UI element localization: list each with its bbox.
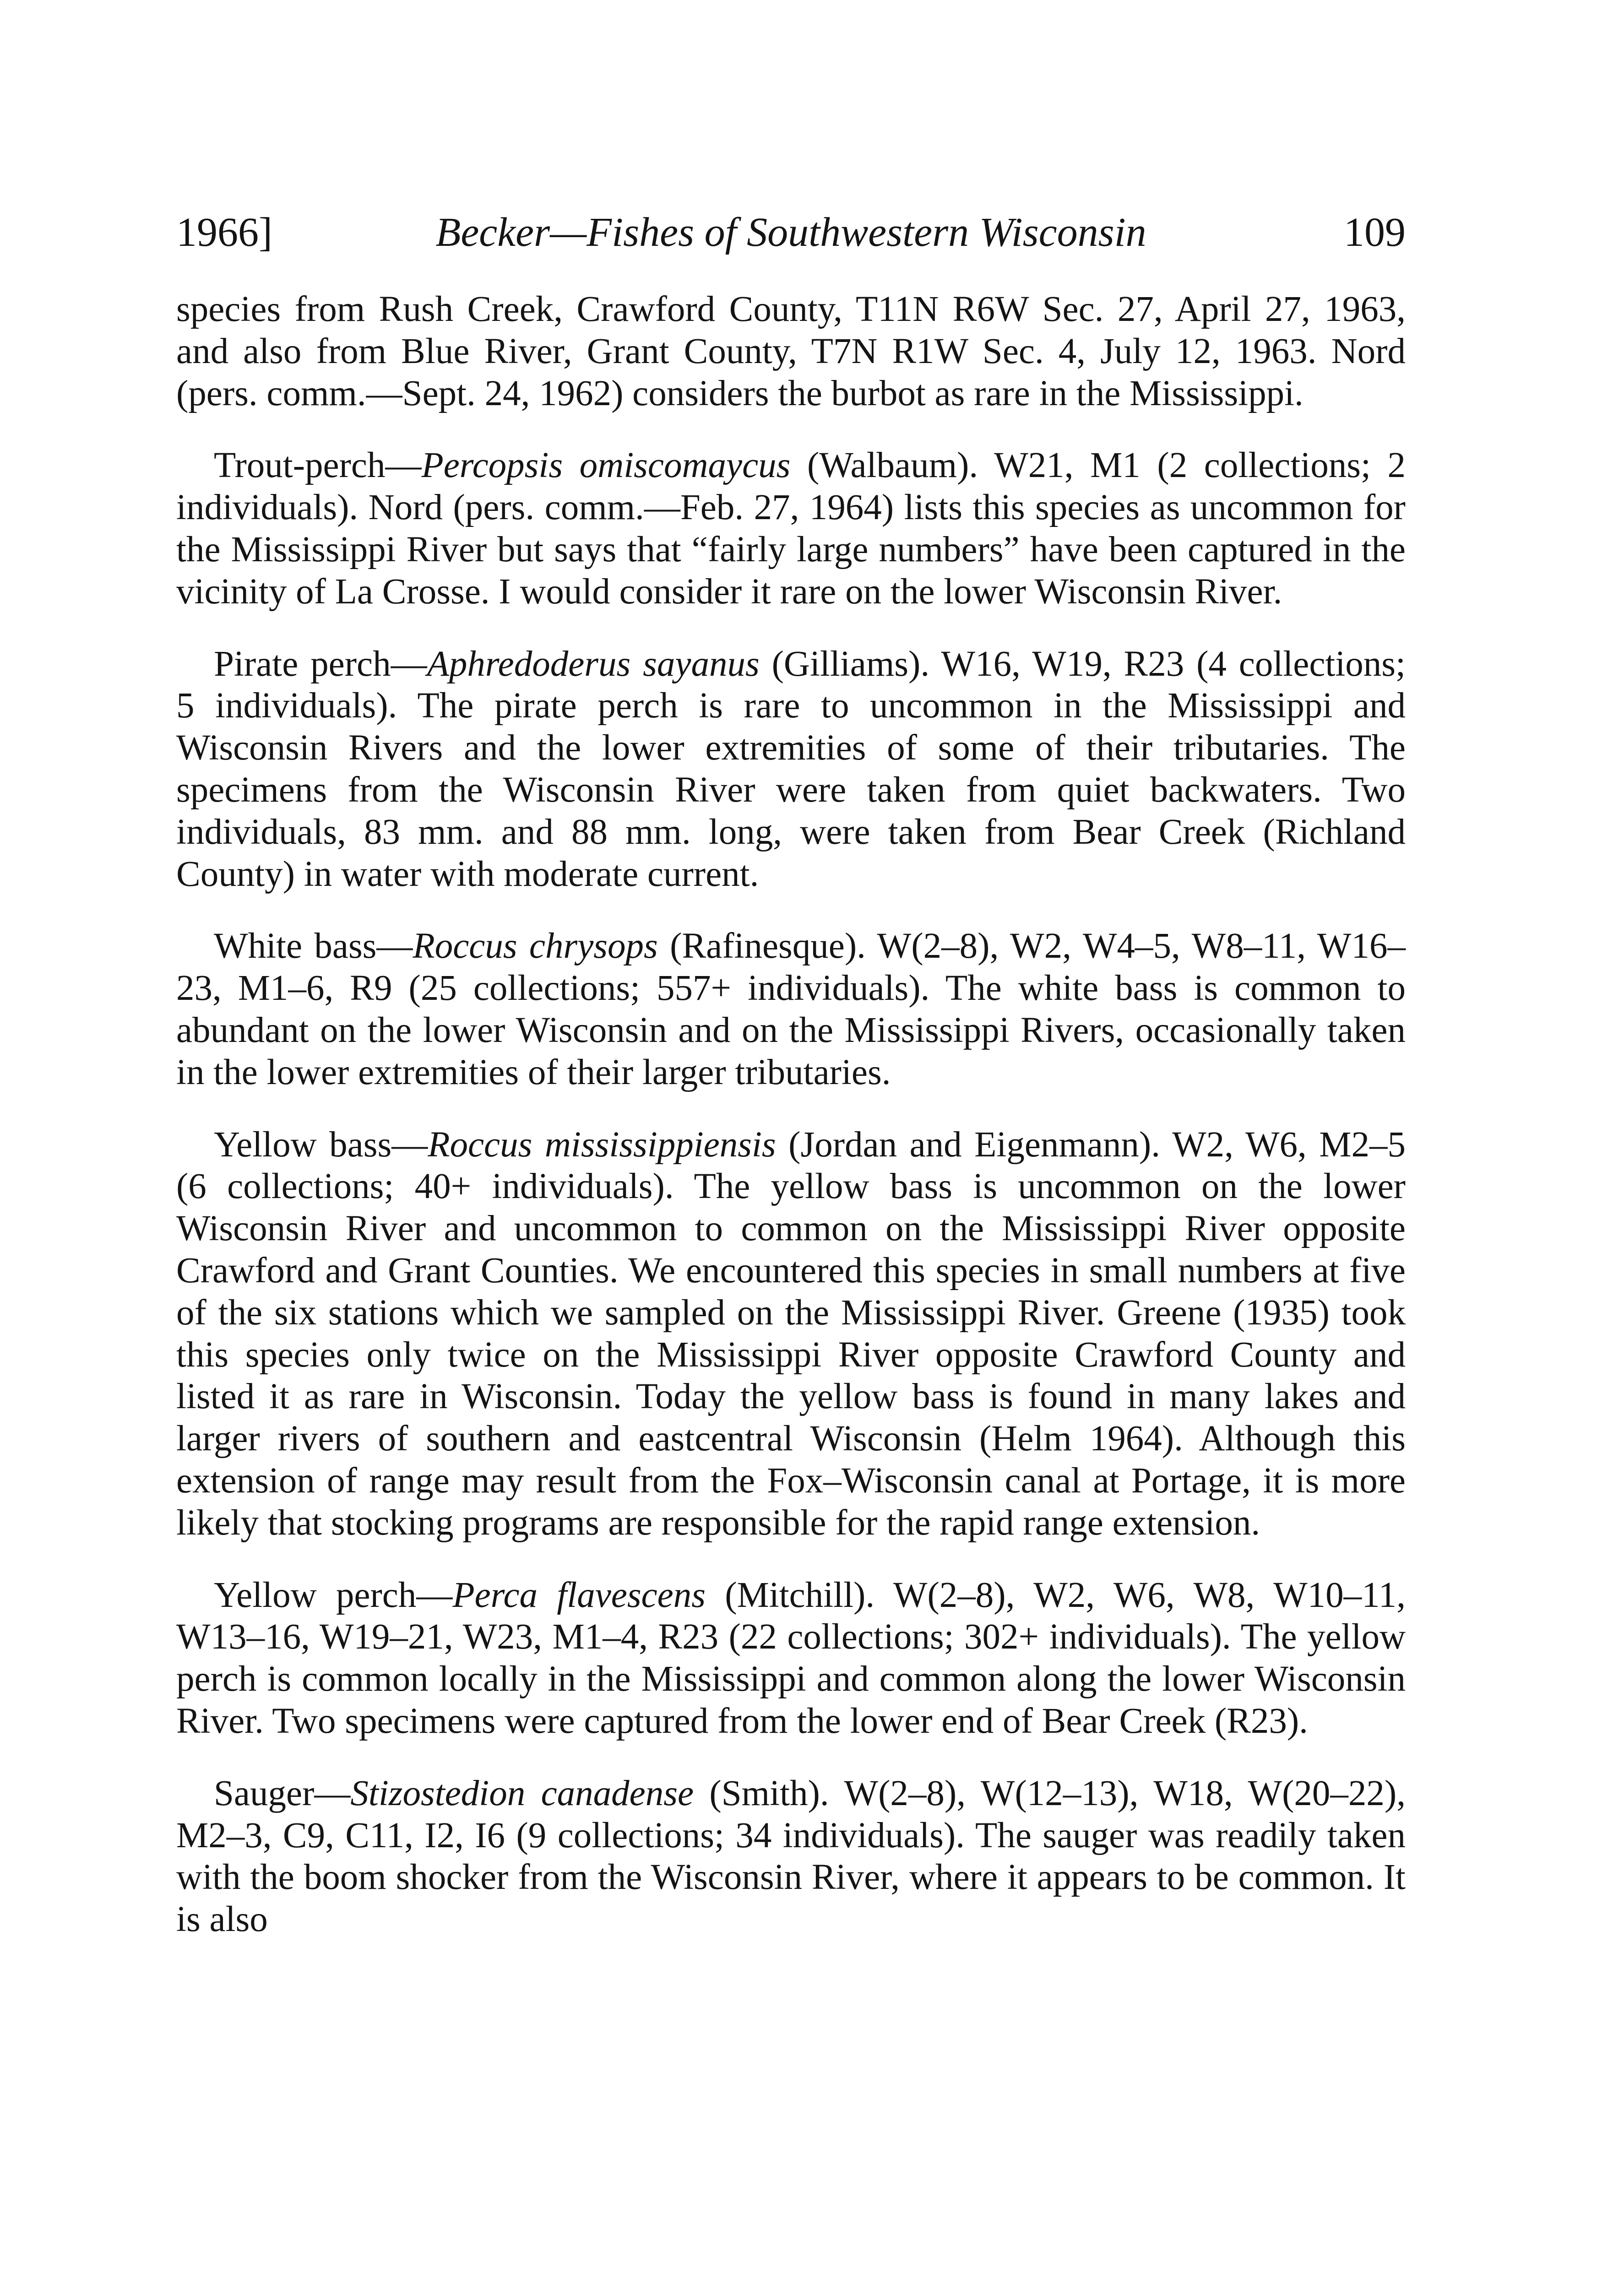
- paragraph-text: (Walbaum). W21, M1 (2 collections; 2 individuals). Nord (pers. comm.—Feb. 27, 1964) lists this species as uncommon for the Mississippi River but says that “fairly large numbers” have been captured in the vicinity of La Crosse. I would consider it rare on the lower Wisconsin River.: [176, 445, 1406, 612]
- paragraph-text: (Smith). W(2–8), W(12–13), W18, W(20–22), M2–3, C9, C11, I2, I6 (9 collections; 34 individuals). The sauger was readily taken with the boom shocker from the Wisconsin River, where it appears to be common. It is also: [176, 1773, 1406, 1940]
- common-name: White bass—: [214, 926, 413, 966]
- article-body: [176, 288, 1406, 1941]
- common-name: Trout-perch—: [214, 445, 422, 486]
- common-name: Sauger—: [214, 1773, 351, 1813]
- species-entry-sauger: [176, 1773, 1406, 1941]
- header-title: Becker—Fishes of Southwestern Wisconsin: [435, 210, 1146, 255]
- scientific-name: Roccus mississippiensis: [428, 1124, 776, 1165]
- species-entry-white-bass: [176, 925, 1406, 1093]
- running-header: [176, 205, 1406, 260]
- scientific-name: Roccus chrysops: [413, 926, 658, 966]
- common-name: Yellow perch—: [214, 1575, 453, 1615]
- scientific-name: Stizostedion canadense: [350, 1773, 694, 1813]
- paragraph-text: species from Rush Creek, Crawford County, T11N R6W Sec. 27, April 27, 1963, and also from Blue River, Grant County, T7N R1W Sec. 4, July 12, 1963. Nord (pers. comm.—Sept. 24, 1962) considers the burbot as rare in the Mississippi.: [176, 289, 1406, 413]
- paragraph-text: (Gilliams). W16, W19, R23 (4 collections; 5 individuals). The pirate perch is rare to uncommon in the Mississippi and Wisconsin Rivers and the lower extremities of some of their tributaries. The specimens from the Wisconsin River were taken from quiet backwaters. Two individuals, 83 mm. and 88 mm. long, were taken from Bear Creek (Richland County) in water with moderate current.: [176, 644, 1406, 894]
- paragraph-burbot-continued: [176, 288, 1406, 414]
- scientific-name: Aphredoderus sayanus: [427, 644, 760, 684]
- species-entry-trout-perch: [176, 445, 1406, 613]
- species-entry-pirate-perch: [176, 643, 1406, 895]
- scientific-name: Percopsis omiscomaycus: [421, 445, 791, 486]
- page-number: 109: [1344, 210, 1406, 255]
- header-year: 1966]: [176, 210, 272, 255]
- scientific-name: Perca flavescens: [452, 1575, 706, 1615]
- common-name: Pirate perch—: [214, 644, 427, 684]
- common-name: Yellow bass—: [214, 1124, 428, 1165]
- paragraph-text: (Mitchill). W(2–8), W2, W6, W8, W10–11, W13–16, W19–21, W23, M1–4, R23 (22 collections; 302+ individuals). The yellow perch is common locally in the Mississippi and common along the lower Wisconsin River. Two specimens were captured from the lower end of Bear Creek (R23).: [176, 1575, 1406, 1741]
- species-entry-yellow-bass: [176, 1124, 1406, 1544]
- paragraph-text: (Rafinesque). W(2–8), W2, W4–5, W8–11, W16–23, M1–6, R9 (25 collections; 557+ individuals). The white bass is common to abundant on the lower Wisconsin and on the Mississippi Rivers, occasionally taken in the lower extremities of their larger tributaries.: [176, 926, 1406, 1092]
- paragraph-text: (Jordan and Eigenmann). W2, W6, M2–5 (6 collections; 40+ individuals). The yellow bass is uncommon on the lower Wisconsin River and uncommon to common on the Mississippi River opposite Crawford and Grant Counties. We encountered this species in small numbers at five of the six stations which we sampled on the Mississippi River. Greene (1935) took this species only twice on the Mississippi River opposite Crawford County and listed it as rare in Wisconsin. Today the yellow bass is found in many lakes and larger rivers of southern and eastcentral Wisconsin (Helm 1964). Although this extension of range may result from the Fox–Wisconsin canal at Portage, it is more likely that stocking programs are responsible for the rapid range extension.: [176, 1124, 1406, 1543]
- species-entry-yellow-perch: [176, 1574, 1406, 1742]
